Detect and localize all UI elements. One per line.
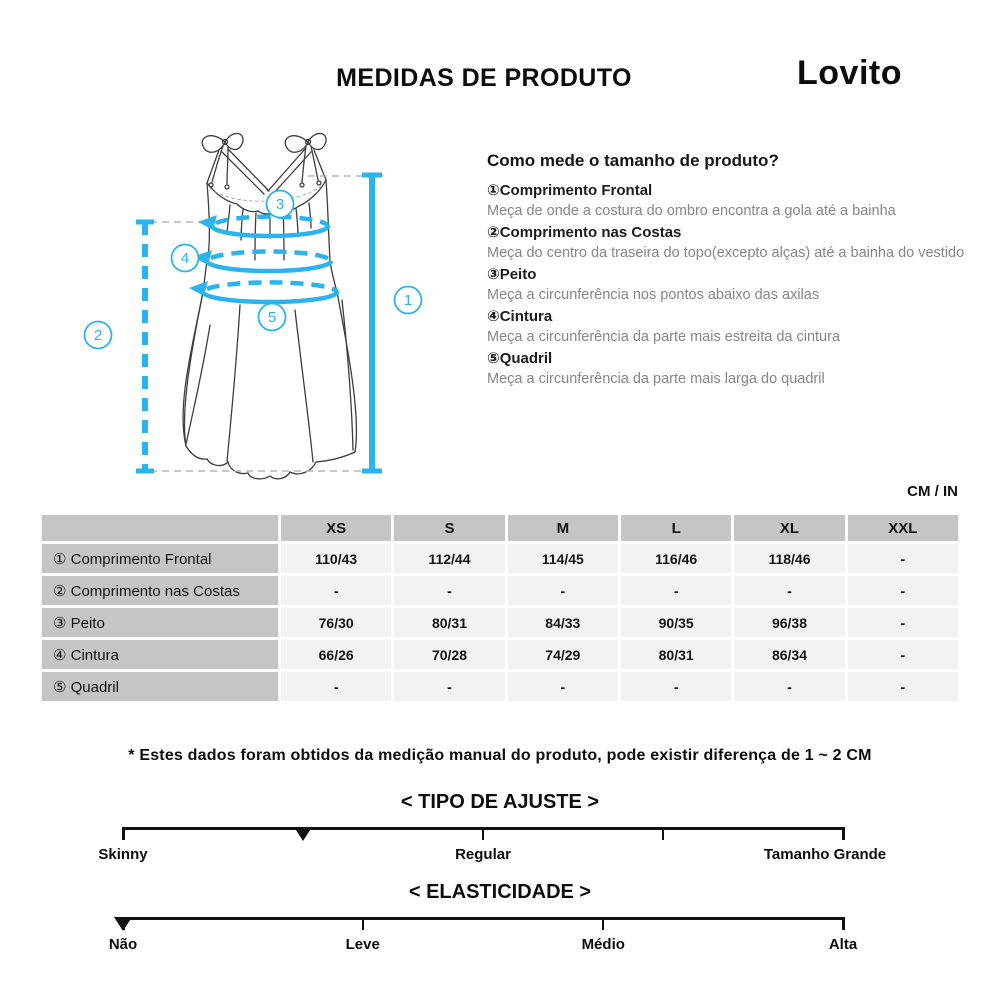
column-header-l: L bbox=[621, 515, 731, 541]
scale-end-tick bbox=[122, 827, 125, 840]
brand-logo: Lovito bbox=[797, 54, 902, 92]
table-value-cell: - bbox=[848, 576, 958, 605]
scale-label-tamanho-grande: Tamanho Grande bbox=[763, 846, 887, 863]
elasticity-scale bbox=[108, 912, 858, 962]
marker-number-4: 4 bbox=[180, 250, 190, 267]
table-value-cell: 84/33 bbox=[508, 608, 618, 637]
fit-scale-title: < TIPO DE AJUSTE > bbox=[400, 791, 600, 813]
marker-number-5: 5 bbox=[267, 309, 277, 326]
elasticity-scale-title: < ELASTICIDADE > bbox=[408, 881, 592, 903]
guide-item-label-4: ④Cintura bbox=[487, 308, 553, 325]
disclaimer-note: * Estes dados foram obtidos da medição manual do produto, pode existir diferença de 1 ~ 2 CM bbox=[128, 747, 872, 764]
scale-label-alta: Alta bbox=[828, 936, 858, 953]
marker-number-1: 1 bbox=[403, 292, 413, 309]
row-label-2: ② Comprimento nas Costas bbox=[42, 576, 278, 605]
table-value-cell: 66/26 bbox=[281, 640, 391, 669]
table-value-cell: 70/28 bbox=[394, 640, 504, 669]
scale-label-médio: Médio bbox=[581, 936, 625, 953]
dress-diagram-svg bbox=[80, 110, 480, 490]
size-table bbox=[42, 515, 958, 701]
table-value-cell: - bbox=[508, 672, 618, 701]
column-header-xxl: XXL bbox=[848, 515, 958, 541]
marker-number-2: 2 bbox=[93, 327, 103, 344]
table-value-cell: 114/45 bbox=[508, 544, 618, 573]
table-value-cell: - bbox=[621, 576, 731, 605]
table-value-cell: 116/46 bbox=[621, 544, 731, 573]
guide-item-desc-4: Meça a circunferência da parte mais estreita da cintura bbox=[487, 329, 841, 345]
table-value-cell: 118/46 bbox=[734, 544, 844, 573]
table-value-cell: 74/29 bbox=[508, 640, 618, 669]
table-corner-cell bbox=[42, 515, 278, 541]
table-value-cell: 112/44 bbox=[394, 544, 504, 573]
guide-item-label-5: ⑤Quadril bbox=[487, 350, 553, 367]
scale-marker bbox=[294, 827, 312, 841]
scale-tick bbox=[362, 917, 364, 930]
table-value-cell: - bbox=[848, 608, 958, 637]
guide-item-desc-1: Meça de onde a costura do ombro encontra a gola até a bainha bbox=[487, 203, 896, 219]
table-value-cell: - bbox=[394, 672, 504, 701]
table-value-cell: 86/34 bbox=[734, 640, 844, 669]
table-value-cell: - bbox=[734, 576, 844, 605]
units-label: CM / IN bbox=[907, 483, 958, 500]
scale-tick bbox=[662, 827, 664, 840]
scale-line bbox=[123, 917, 843, 920]
scale-end-tick bbox=[842, 917, 845, 930]
table-value-cell: 80/31 bbox=[394, 608, 504, 637]
table-value-cell: 80/31 bbox=[621, 640, 731, 669]
guide-item-label-2: ②Comprimento nas Costas bbox=[487, 224, 682, 241]
table-value-cell: - bbox=[621, 672, 731, 701]
table-value-cell: - bbox=[848, 672, 958, 701]
scale-label-skinny: Skinny bbox=[98, 846, 148, 863]
table-value-cell: - bbox=[281, 576, 391, 605]
table-value-cell: - bbox=[848, 544, 958, 573]
guide-item-label-1: ①Comprimento Frontal bbox=[487, 182, 653, 199]
column-header-s: S bbox=[394, 515, 504, 541]
dress-measurement-diagram bbox=[80, 110, 480, 490]
scale-end-tick bbox=[842, 827, 845, 840]
scale-label-não: Não bbox=[108, 936, 138, 953]
column-header-xs: XS bbox=[281, 515, 391, 541]
measure-guide bbox=[487, 151, 965, 390]
row-label-3: ③ Peito bbox=[42, 608, 278, 637]
guide-item-desc-3: Meça a circunferência nos pontos abaixo das axilas bbox=[487, 287, 820, 303]
page-title: MEDIDAS DE PRODUTO bbox=[336, 64, 632, 92]
table-value-cell: - bbox=[394, 576, 504, 605]
table-value-cell: - bbox=[508, 576, 618, 605]
guide-item-desc-5: Meça a circunferência da parte mais larga do quadril bbox=[487, 371, 825, 387]
table-value-cell: 110/43 bbox=[281, 544, 391, 573]
table-value-cell: 90/35 bbox=[621, 608, 731, 637]
marker-number-3: 3 bbox=[275, 196, 285, 213]
table-value-cell: - bbox=[281, 672, 391, 701]
table-value-cell: - bbox=[734, 672, 844, 701]
table-value-cell: 76/30 bbox=[281, 608, 391, 637]
guide-item-label-3: ③Peito bbox=[487, 266, 537, 283]
scale-marker bbox=[114, 917, 132, 931]
guide-title: Como mede o tamanho de produto? bbox=[487, 151, 779, 170]
guide-item-desc-2: Meça do centro da traseira do topo(excepto alças) até a bainha do vestido bbox=[487, 245, 965, 261]
row-label-4: ④ Cintura bbox=[42, 640, 278, 669]
table-value-cell: 96/38 bbox=[734, 608, 844, 637]
scale-tick bbox=[602, 917, 604, 930]
column-header-m: M bbox=[508, 515, 618, 541]
row-label-5: ⑤ Quadril bbox=[42, 672, 278, 701]
fit-scale bbox=[98, 822, 887, 872]
column-header-xl: XL bbox=[734, 515, 844, 541]
table-value-cell: - bbox=[848, 640, 958, 669]
row-label-1: ① Comprimento Frontal bbox=[42, 544, 278, 573]
guide-items bbox=[487, 180, 965, 390]
scale-label-regular: Regular bbox=[455, 846, 511, 863]
scale-tick bbox=[482, 827, 484, 840]
scale-label-leve: Leve bbox=[345, 936, 380, 953]
